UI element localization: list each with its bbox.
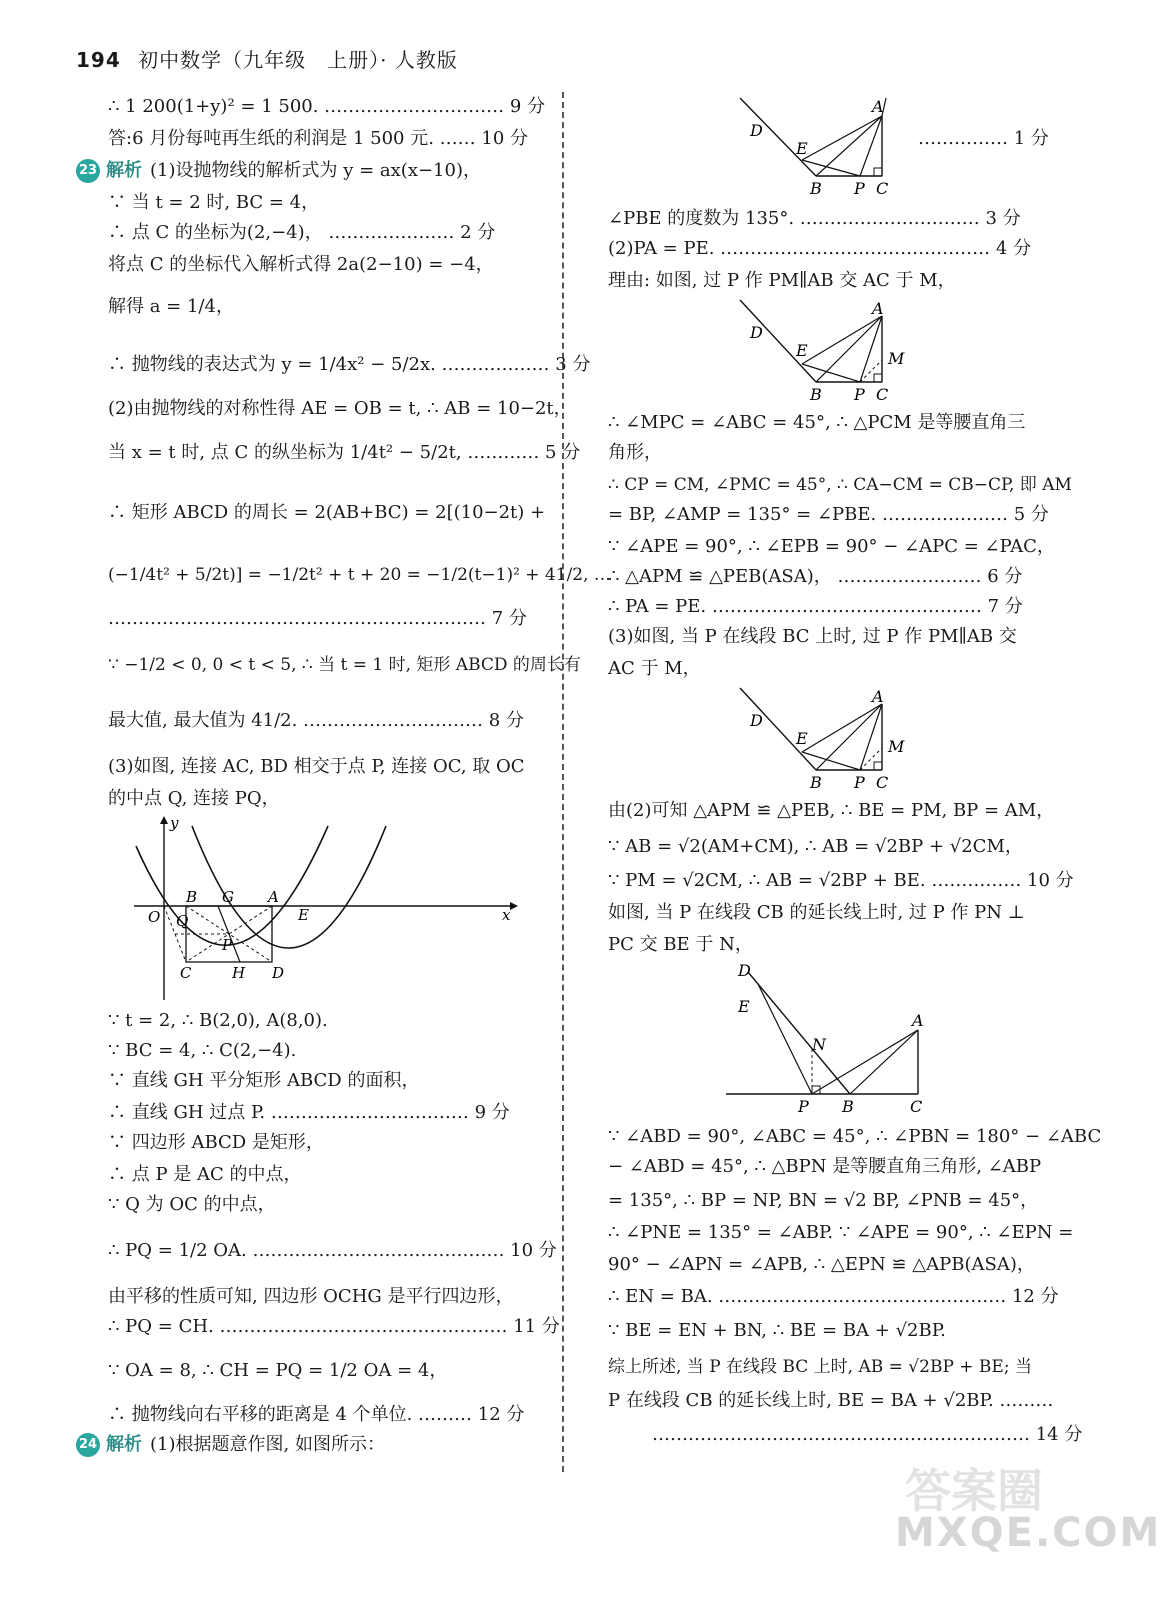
fig-label: C (876, 773, 889, 792)
text-line: ∵ AB = √2(AM+CM), ∴ AB = √2BP + √2CM， (608, 836, 1023, 857)
text-line: = 135°, ∴ BP = NP, BN = √2 BP, ∠PNB = 45°， (608, 1190, 1039, 1211)
fig-label: A (268, 888, 279, 906)
text-line: ∴ EN = BA. ………………………………………… 12 分 (608, 1286, 1059, 1307)
fig-label: B (810, 385, 822, 404)
fig-label: A (872, 97, 884, 116)
text-line: ∴ 直线 GH 过点 P. …………………………… 9 分 (108, 1102, 510, 1123)
text-line: ∵ ∠APE = 90°, ∴ ∠EPB = 90° − ∠APC = ∠PAC， (608, 536, 1055, 557)
fig-label: B (810, 773, 822, 792)
text-line: 由(2)可知 △APM ≌ △PEB, ∴ BE = PM, BP = AM， (608, 800, 1055, 821)
fig-label: E (796, 729, 808, 748)
text-line: = BP, ∠AMP = 135° = ∠PBE. ………………… 5 分 (608, 504, 1049, 525)
text-line: ∵ BE = EN + BN, ∴ BE = BA + √2BP. (608, 1320, 946, 1341)
text-line: AC 于 M， (608, 658, 701, 679)
fig-label: D (750, 323, 763, 342)
fig-label: D (750, 711, 763, 730)
geometry-figure-2 (740, 296, 920, 404)
text-line: P 在线段 CB 的延长线上时, BE = BA + √2BP. ……… (608, 1390, 1054, 1411)
text-line: ∴ ∠PNE = 135° = ∠ABP. ∵ ∠APE = 90°, ∴ ∠EPN = (608, 1222, 1074, 1243)
fig-label: E (298, 906, 309, 924)
text-line: 解得 a = 1/4， (108, 296, 234, 317)
fig-label: E (738, 997, 750, 1016)
text-line: ∴ 矩形 ABCD 的周长 = 2(AB+BC) = 2[(10−2t) + (108, 502, 546, 523)
text-line: ∵ 当 t = 2 时, BC = 4， (108, 192, 320, 213)
text-line: ∵ 直线 GH 平分矩形 ABCD 的面积， (108, 1070, 420, 1091)
fig-label: D (272, 964, 285, 982)
text-line: ∴ 点 C 的坐标为(2,−4)， ………………… 2 分 (108, 222, 496, 243)
text-line: ∴ PA = PE. ……………………………………… 7 分 (608, 596, 1023, 617)
text-line: ∵ ∠ABD = 90°, ∠ABC = 45°, ∴ ∠PBN = 180° − ∠ABC (608, 1126, 1102, 1147)
fig-label: P (222, 936, 233, 954)
text-line: (3)如图, 连接 AC, BD 相交于点 P, 连接 OC, 取 OC (108, 756, 525, 777)
fig-label: O (148, 908, 161, 926)
text-line: ∴ 点 P 是 AC 的中点， (108, 1164, 302, 1185)
text-line: 答:6 月份每吨再生纸的利润是 1 500 元. …… 10 分 (108, 128, 529, 149)
fig-label: A (872, 299, 884, 318)
text-line: − ∠ABD = 45°, ∴ △BPN 是等腰直角三角形, ∠ABP (608, 1156, 1042, 1177)
text-line: 由平移的性质可知, 四边形 OCHG 是平行四边形， (108, 1286, 514, 1307)
fig-label: P (854, 773, 865, 792)
text-line: ∴ △APM ≌ △PEB(ASA)， …………………… 6 分 (608, 566, 1023, 587)
watermark-url: MXQE.COM (895, 1510, 1161, 1556)
question-number-badge: 23 (76, 159, 100, 183)
text-line: ∵ 四边形 ABCD 是矩形， (108, 1132, 324, 1153)
fig-label: P (854, 385, 865, 404)
text-line: ∴ PQ = CH. ………………………………………… 11 分 (108, 1316, 560, 1337)
text-line: ∴ PQ = 1/2 OA. …………………………………… 10 分 (108, 1240, 557, 1261)
text-line: 综上所述, 当 P 在线段 BC 上时, AB = √2BP + BE; 当 (608, 1357, 1032, 1377)
fig-label: D (738, 961, 751, 980)
text-line: ∵ PM = √2CM, ∴ AB = √2BP + BE. …………… 10 分 (608, 870, 1074, 891)
text-line: 角形， (608, 442, 662, 463)
text-line: 90° − ∠APN = ∠APB, ∴ △EPN ≌ △APB(ASA)， (608, 1254, 1035, 1275)
text-line: ∵ Q 为 OC 的中点， (108, 1194, 276, 1215)
text-line: (2)PA = PE. ……………………………………… 4 分 (608, 238, 1032, 259)
fig-label: B (810, 179, 822, 198)
text-line: ……………………………………………………… 7 分 (108, 608, 527, 629)
fig-label: A (912, 1011, 924, 1030)
fig-label: N (812, 1035, 826, 1054)
text-line: ∵ −1/2 < 0, 0 < t < 5, ∴ 当 t = 1 时, 矩形 ABCD 的周长有 (108, 655, 581, 675)
text-line: ∵ t = 2, ∴ B(2,0), A(8,0). (108, 1010, 328, 1031)
text-line: 将点 C 的坐标代入解析式得 2a(2−10) = −4， (108, 254, 494, 275)
fig-label: P (798, 1097, 809, 1116)
fig-label: B (842, 1097, 854, 1116)
text-line: ∴ ∠MPC = ∠ABC = 45°, ∴ △PCM 是等腰直角三 (608, 412, 1026, 433)
text-line: PC 交 BE 于 N， (608, 934, 753, 955)
fig-label: Q (176, 912, 189, 930)
text-line: (2)由抛物线的对称性得 AE = OB = t, ∴ AB = 10−2t， (108, 398, 572, 419)
fig-label: E (796, 341, 808, 360)
text-line: (1)根据题意作图, 如图所示： (150, 1434, 385, 1455)
fig-label: M (888, 737, 905, 756)
fig-label: y (170, 814, 179, 832)
text-line: ∴ 1 200(1+y)² = 1 500. ………………………… 9 分 (108, 96, 546, 117)
text-line: 理由: 如图, 过 P 作 PM∥AB 交 AC 于 M， (608, 270, 956, 291)
fig-label: C (180, 964, 192, 982)
text-line: ∠PBE 的度数为 135°. ………………………… 3 分 (608, 208, 1021, 229)
fig-label: A (872, 687, 884, 706)
fig-label: C (910, 1097, 923, 1116)
analysis-label: 解析 (106, 1434, 142, 1455)
geometry-figure-3 (740, 684, 920, 794)
fig-label: B (186, 888, 198, 906)
text-line: 最大值, 最大值为 41/2. ………………………… 8 分 (108, 710, 524, 731)
geometry-figure-1 (740, 94, 900, 202)
fig-label: C (876, 179, 889, 198)
text-line: 如图, 当 P 在线段 CB 的延长线上时, 过 P 作 PN ⊥ (608, 902, 1025, 923)
text-line: ∵ BC = 4, ∴ C(2,−4). (108, 1040, 297, 1061)
text-line: …………… 1 分 (918, 128, 1049, 149)
analysis-label: 解析 (106, 160, 142, 181)
text-line: (−1/4t² + 5/2t)] = −1/2t² + t + 20 = −1/2(t−1)² + 41/2, … (108, 565, 611, 585)
fig-label: H (232, 964, 246, 982)
fig-label: G (222, 888, 234, 906)
fig-label: x (502, 906, 511, 924)
fig-label: D (750, 121, 763, 140)
text-line: ∴ 抛物线向右平移的距离是 4 个单位. ……… 12 分 (108, 1404, 525, 1425)
text-line: 的中点 Q, 连接 PQ， (108, 788, 280, 809)
text-line: (1)设抛物线的解析式为 y = ax(x−10)， (150, 160, 481, 181)
geometry-figure-4 (724, 960, 934, 1118)
text-line: ∵ OA = 8, ∴ CH = PQ = 1/2 OA = 4， (108, 1360, 448, 1381)
text-line: 当 x = t 时, 点 C 的纵坐标为 1/4t² − 5/2t, ………… 5 分 (108, 442, 581, 463)
text-line: (3)如图, 当 P 在线段 BC 上时, 过 P 作 PM∥AB 交 (608, 626, 1017, 647)
page-number: 194 (76, 48, 121, 72)
book-title: 初中数学（九年级 上册）· 人教版 (138, 48, 458, 72)
fig-label: P (854, 179, 865, 198)
text-line: ∴ 抛物线的表达式为 y = 1/4x² − 5/2x. ……………… 3 分 (108, 354, 591, 375)
watermark-logo: 答案圈 (905, 1464, 1043, 1518)
fig-label: C (876, 385, 889, 404)
fig-label: E (796, 139, 808, 158)
fig-label: M (888, 349, 905, 368)
question-number-badge: 24 (76, 1433, 100, 1457)
text-line: ∴ CP = CM, ∠PMC = 45°, ∴ CA−CM = CB−CP, 即 AM (608, 475, 1072, 495)
text-line: ……………………………………………………… 14 分 (652, 1424, 1083, 1445)
